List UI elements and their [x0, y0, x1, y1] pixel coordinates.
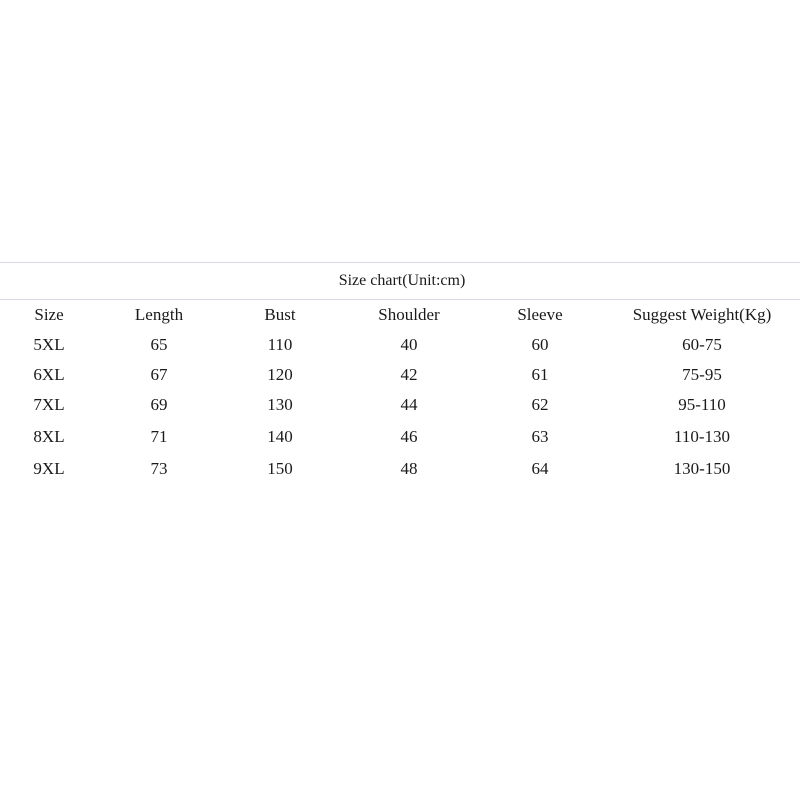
bust-cell: 120 — [267, 365, 293, 384]
table-row — [0, 390, 800, 422]
length-cell: 73 — [150, 459, 168, 478]
sleeve-cell: 61 — [531, 365, 549, 384]
sleeve-cell: 60 — [531, 335, 549, 354]
sleeve-cell: 64 — [531, 459, 549, 478]
size-chart-title: Size chart(Unit:cm) — [338, 272, 466, 289]
shoulder-cell: 48 — [400, 459, 418, 478]
table-row — [0, 422, 800, 454]
column-header-sleeve: Sleeve — [517, 305, 563, 324]
sleeve-cell: 63 — [531, 427, 549, 446]
suggest-weight-cell: 110-130 — [673, 427, 731, 446]
shoulder-cell: 40 — [400, 335, 418, 354]
suggest-weight-cell: 60-75 — [682, 335, 722, 354]
size-cell: 6XL — [33, 365, 65, 384]
table-row — [0, 454, 800, 484]
size-cell: 7XL — [33, 395, 65, 414]
table-row — [0, 360, 800, 390]
column-header-shoulder: Shoulder — [378, 305, 440, 324]
size-chart-title-row — [0, 263, 800, 299]
column-header-size: Size — [34, 305, 64, 324]
length-cell: 71 — [150, 427, 168, 446]
bust-cell: 150 — [267, 459, 293, 478]
bust-cell: 110 — [267, 335, 293, 354]
bust-cell: 140 — [267, 427, 293, 446]
shoulder-cell: 42 — [400, 365, 418, 384]
column-header-bust: Bust — [264, 305, 296, 324]
size-cell: 8XL — [33, 427, 65, 446]
size-chart — [0, 262, 800, 484]
column-header-suggest-weight: Suggest Weight(Kg) — [632, 305, 772, 324]
shoulder-cell: 46 — [400, 427, 418, 446]
table-row — [0, 330, 800, 360]
shoulder-cell: 44 — [400, 395, 418, 414]
length-cell: 65 — [150, 335, 168, 354]
length-cell: 69 — [150, 395, 168, 414]
size-cell: 5XL — [33, 335, 65, 354]
table-header-row — [0, 300, 800, 330]
suggest-weight-cell: 95-110 — [678, 395, 726, 414]
length-cell: 67 — [150, 365, 168, 384]
bust-cell: 130 — [267, 395, 293, 414]
suggest-weight-cell: 130-150 — [673, 459, 731, 478]
suggest-weight-cell: 75-95 — [682, 365, 722, 384]
column-header-length: Length — [134, 305, 184, 324]
sleeve-cell: 62 — [531, 395, 549, 414]
size-cell: 9XL — [33, 459, 65, 478]
